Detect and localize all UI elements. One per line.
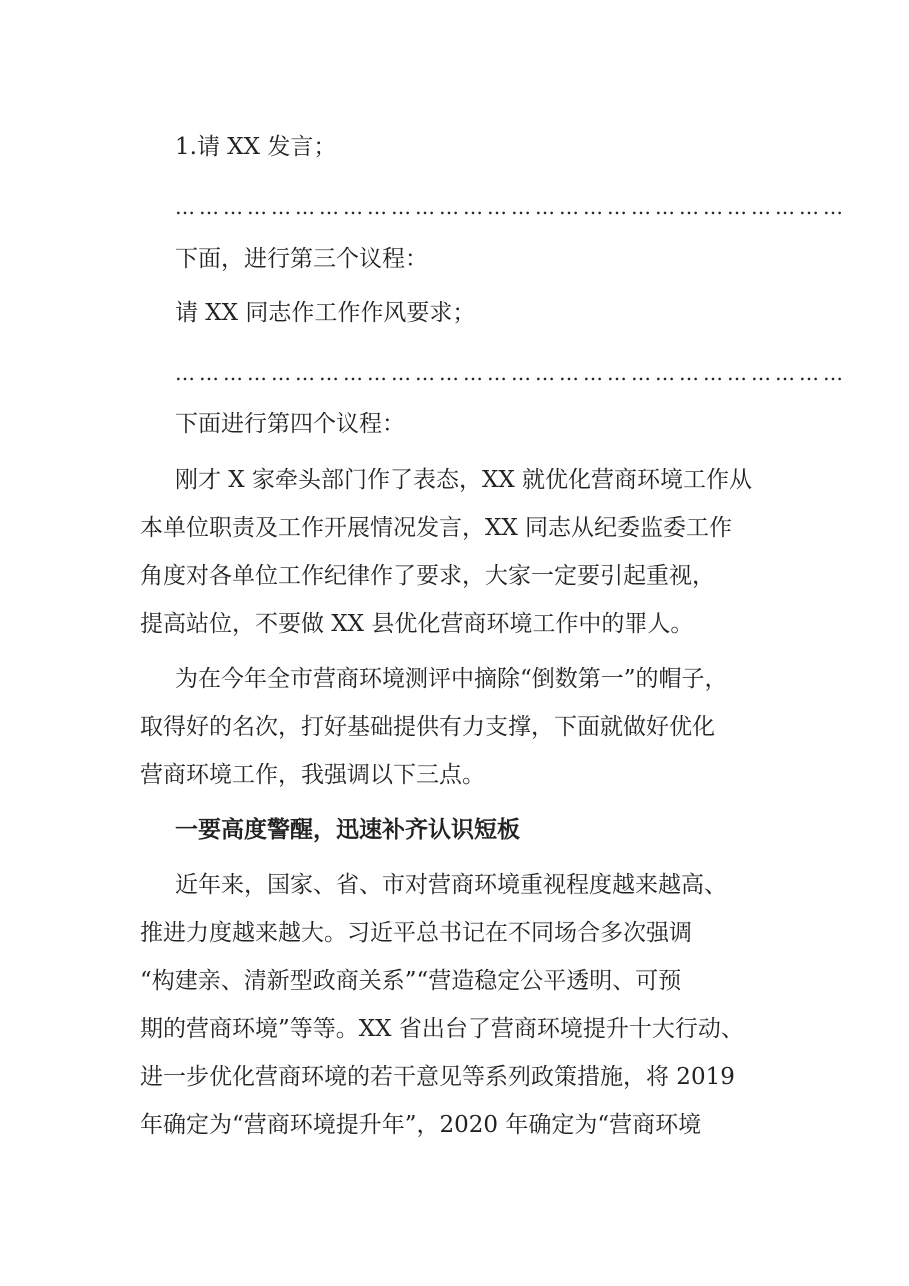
- section-heading: 一要高度警醒，迅速补齐认识短板: [175, 817, 520, 843]
- paragraph-line: 年确定为“营商环境提升年”，2020 年确定为“营商环境: [140, 1112, 702, 1138]
- paragraph-line: 营商环境工作，我强调以下三点。: [140, 762, 485, 788]
- paragraph-line: 进一步优化营商环境的若干意见等系列政策措施，将 2019: [140, 1064, 735, 1090]
- paragraph-line: 期的营商环境”等等。XX 省出台了营商环境提升十大行动、: [140, 1016, 744, 1042]
- agenda-item-speech: 1.请 XX 发言；: [175, 134, 337, 160]
- paragraph-line: 角度对各单位工作纪律作了要求，大家一定要引起重视，: [140, 563, 715, 589]
- dotted-separator: …………………………………………………………………………: [175, 361, 847, 385]
- dotted-separator: …………………………………………………………………………: [175, 195, 847, 219]
- agenda-third-intro: 下面，进行第三个议程：: [175, 246, 428, 272]
- paragraph-line: 近年来，国家、省、市对营商环境重视程度越来越高、: [175, 872, 727, 898]
- paragraph-line: 推进力度越来越大。习近平总书记在不同场合多次强调: [140, 920, 692, 946]
- paragraph-line: 本单位职责及工作开展情况发言，XX 同志从纪委监委工作: [140, 515, 733, 541]
- agenda-fourth-intro: 下面进行第四个议程：: [175, 411, 405, 437]
- paragraph-line: 提高站位，不要做 XX 县优化营商环境工作中的罪人。: [140, 611, 694, 637]
- paragraph-line: 取得好的名次，打好基础提供有力支撑，下面就做好优化: [140, 714, 715, 740]
- paragraph-line: 刚才 X 家牵头部门作了表态，XX 就优化营商环境工作从: [175, 467, 753, 493]
- paragraph-line: “构建亲、清新型政商关系”“营造稳定公平透明、可预: [140, 968, 682, 994]
- agenda-third-item: 请 XX 同志作工作作风要求；: [175, 300, 476, 326]
- paragraph-line: 为在今年全市营商环境测评中摘除“倒数第一”的帽子，: [175, 666, 728, 692]
